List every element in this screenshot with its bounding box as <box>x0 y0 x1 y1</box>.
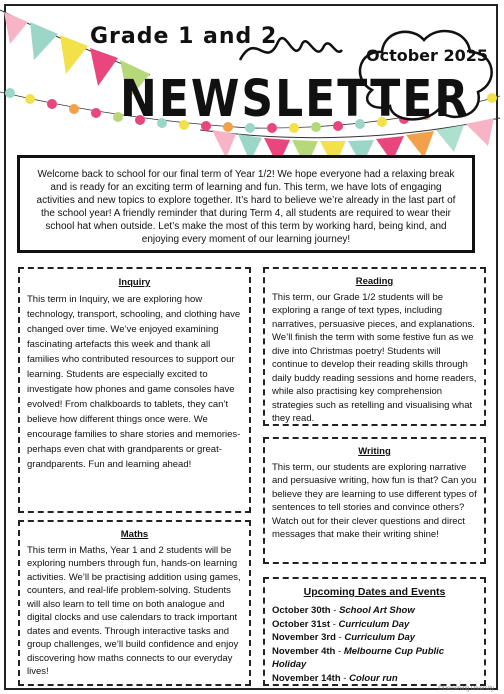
list-item: November 14th - Colour run <box>272 672 398 684</box>
writing-section <box>263 437 486 564</box>
grade-title: Grade 1 and 2 <box>90 24 278 49</box>
writing-heading: Writing <box>358 446 391 457</box>
maths-heading: Maths <box>120 529 149 540</box>
dates-heading: Upcoming Dates and Events <box>303 586 446 598</box>
list-item: November 3rd - Curriculum Day <box>272 632 416 643</box>
newsletter-title: NEWSLETTER <box>120 70 471 129</box>
maths-text: This term in Maths, Year 1 and 2 students will be exploring numbers through fun, hands-on learning activities. We’ll be practising addition using games, counters, and real-life problem-solving. Students will also learn to tell time on both analogue and digital clocks and use calendars to track important dates and events. Through interactive tasks and group challenges, we’ll build confidence and enjoy discovering how maths connects to our everyday lives! <box>27 544 241 677</box>
list-item: October 30th - School Art Show <box>272 605 415 616</box>
writing-text: This term, our students are exploring narrative and persuasive writing, how fun is that? Can you believe they are learning to use different types of sentences to tell stories and convince others? Watch out for their clever questions and direct messages that make their writing shine! <box>272 461 477 540</box>
inquiry-section <box>18 267 251 513</box>
reading-section <box>263 267 486 426</box>
inquiry-heading: Inquiry <box>118 277 151 288</box>
inquiry-text: This term in Inquiry, we are exploring how technology, transport, schooling, and clothing have changed over time. We’ve enjoyed examining fascinating artefacts this week and thank all families who contributed resources to support our learning. Students are especially excited to investigate how phones and game consoles have evolved! From chalkboards to tablets, they can’t believe how different things once were. We encourage families to share stories and memories- perhaps even chat with grandparents or great-grandparents. Fun and learning ahead! <box>27 294 241 470</box>
intro-box <box>17 155 475 253</box>
reading-text: This term, our Grade 1/2 students will be exploring a range of text types, including narratives, persuasive pieces, and explanations. We’ll finish the term with some festive fun as we dive into Christmas poetry! Students will continue to develop their reading skills through daily buddy reading sessions and home readers, while also practising key comprehension strategies such as retelling and visualising what they read. <box>272 291 477 424</box>
list-item: November 4th - Melbourne Cup Public Holiday <box>272 645 445 670</box>
newsletter-date: October 2025 <box>366 46 489 65</box>
copyright-text: ©Deciening Diversity <box>438 686 494 692</box>
dates-section <box>263 577 486 686</box>
reading-heading: Reading <box>355 276 394 287</box>
squiggle-decoration <box>236 30 346 70</box>
list-item: October 31st - Curriculum Day <box>272 618 410 630</box>
maths-section <box>18 520 251 686</box>
intro-text: Welcome back to school for our final term of Year 1/2! We hope everyone had a relaxing break and is ready for an exciting term of learning and fun. This term, we have lots of engaging activities and new topics to explore together. It’s hard to believe we’re already in the last part of the school year! A friendly reminder that during Term 4, all students are required to wear their school hat when outside. Let’s make the most of this term by working hard, being kind, and enjoying every moment of our learning journey! <box>36 169 456 245</box>
dates-list <box>272 604 477 685</box>
